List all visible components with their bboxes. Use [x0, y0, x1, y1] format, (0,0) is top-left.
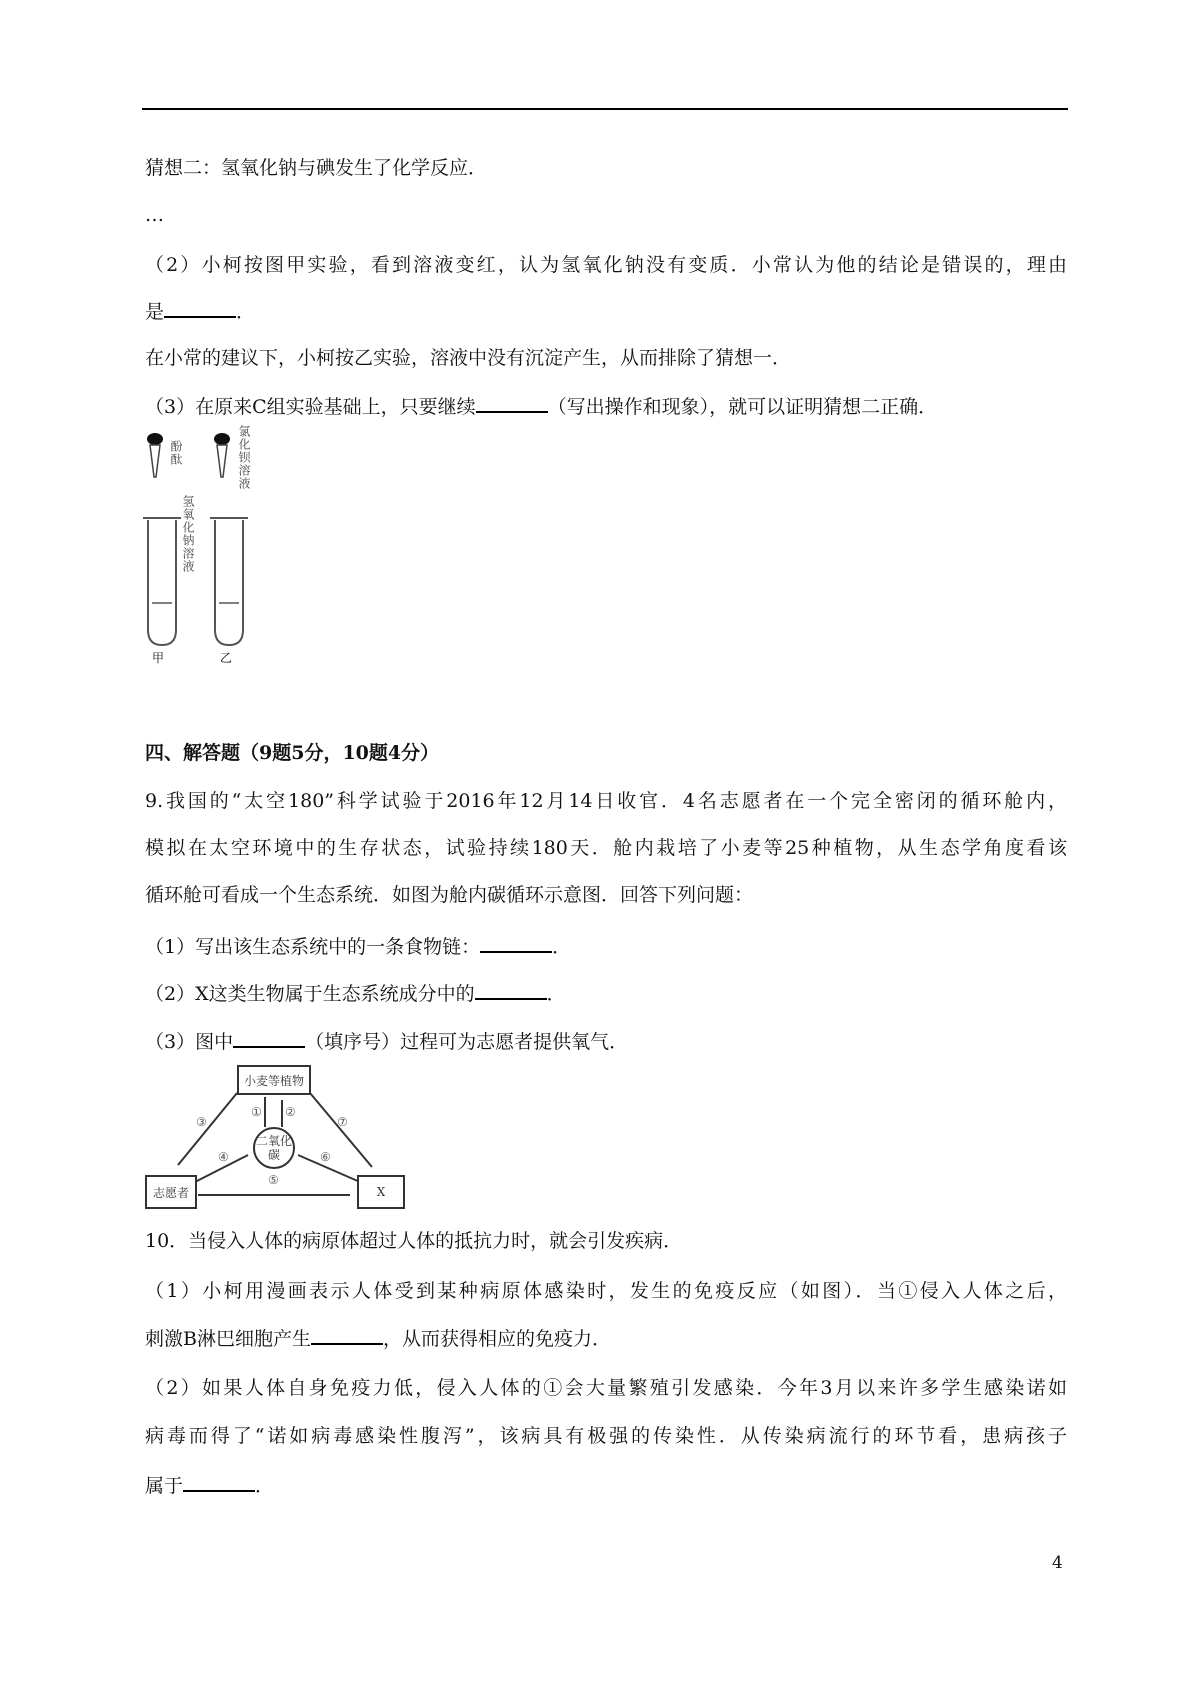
q10-sub2-line2: 病毒而得了“诺如病毒感染性腹泻”，该病具有极强的传染性．从传染病流行的环节看，患病孩子	[145, 1425, 1067, 1447]
q9-line3: 循环舱可看成一个生态系统．如图为舱内碳循环示意图．回答下列问题：	[145, 884, 754, 906]
q3-line	[145, 393, 937, 420]
q2-line2	[145, 298, 255, 325]
volunteers-box: 志愿者	[145, 1175, 197, 1209]
q9-sub2	[145, 980, 566, 1007]
q9-sub3	[145, 1028, 628, 1055]
text: 是	[145, 301, 165, 323]
text: （填序号）过程可为志愿者提供氧气．	[305, 1031, 629, 1053]
carbon-cycle-diagram	[140, 1055, 420, 1215]
phenolphthalein-label: 酚酞	[169, 440, 183, 466]
section-heading: 四、解答题（9题5分，10题4分）	[145, 742, 440, 764]
answer-blank	[183, 1472, 255, 1492]
text: （3）在原来C组实验基础上，只要继续	[145, 396, 476, 418]
q9-line2: 模拟在太空环境中的生存状态，试验持续180天．舱内栽培了小麦等25种植物，从生态学角度看该	[145, 837, 1067, 859]
process-3: ③	[196, 1115, 207, 1129]
answer-blank	[233, 1028, 305, 1048]
plants-box: 小麦等植物	[237, 1065, 311, 1095]
answer-blank	[475, 980, 547, 1000]
q10-sub1-line1: （1）小柯用漫画表示人体受到某种病原体感染时，发生的免疫反应（如图）．当①侵入人体之后，	[145, 1280, 1067, 1302]
q10-intro: 10．当侵入人体的病原体超过人体的抵抗力时，就会引发疾病．	[145, 1230, 683, 1252]
text: 属于	[145, 1475, 184, 1497]
q9-line1: 9.我国的“太空180”科学试验于2016年12月14日收官．4名志愿者在一个完全密闭的循环舱内，	[145, 790, 1067, 812]
ellipsis: …	[145, 204, 164, 226]
answer-blank	[480, 933, 552, 953]
sodium-hydroxide-label: 氢氧化钠溶液	[181, 495, 195, 573]
tube-yi-label: 乙	[220, 651, 233, 665]
text: （3）图中	[145, 1031, 234, 1053]
answer-blank	[476, 393, 548, 413]
process-1: ①	[251, 1105, 262, 1119]
q2-line1: （2）小柯按图甲实验，看到溶液变红，认为氢氧化钠没有变质．小常认为他的结论是错误的，理由	[145, 254, 1067, 276]
q9-sub1	[145, 933, 571, 960]
page-number: 4	[1052, 1553, 1063, 1573]
text: ．	[552, 936, 572, 958]
text: ．	[255, 1475, 275, 1497]
answer-blank	[311, 1325, 383, 1345]
text: ．	[236, 301, 256, 323]
tube-jia-label: 甲	[152, 651, 165, 665]
q10-sub2-line3	[145, 1472, 274, 1499]
text: （写出操作和现象），就可以证明猜想二正确．	[547, 396, 938, 418]
text: （2）X这类生物属于生态系统成分中的	[145, 983, 475, 1005]
process-5: ⑤	[268, 1173, 279, 1187]
q10-sub1-line2	[145, 1325, 611, 1352]
header-rule	[142, 108, 1068, 110]
test-tube-figure	[140, 425, 280, 665]
x-box: X	[357, 1175, 405, 1209]
co2-circle: 二氧化碳	[253, 1127, 295, 1169]
text: （1）写出该生态系统中的一条食物链：	[145, 936, 481, 958]
answer-blank	[164, 298, 236, 318]
process-7: ⑦	[337, 1115, 348, 1129]
q10-sub2-line1: （2）如果人体自身免疫力低，侵入人体的①会大量繁殖引发感染．今年3月以来许多学生感染诺如	[145, 1377, 1067, 1399]
process-2: ②	[285, 1105, 296, 1119]
text: ，从而获得相应的免疫力．	[382, 1328, 611, 1350]
barium-chloride-label: 氯化钡溶液	[237, 425, 251, 490]
text: ．	[546, 983, 566, 1005]
hypothesis-two: 猜想二：氢氧化钠与碘发生了化学反应．	[145, 157, 488, 179]
suggestion-line: 在小常的建议下，小柯按乙实验，溶液中没有沉淀产生，从而排除了猜想一．	[145, 347, 792, 369]
test-tubes-drawing	[140, 425, 280, 665]
text: 刺激B淋巴细胞产生	[145, 1328, 311, 1350]
process-4: ④	[218, 1150, 229, 1164]
process-6: ⑥	[320, 1150, 331, 1164]
